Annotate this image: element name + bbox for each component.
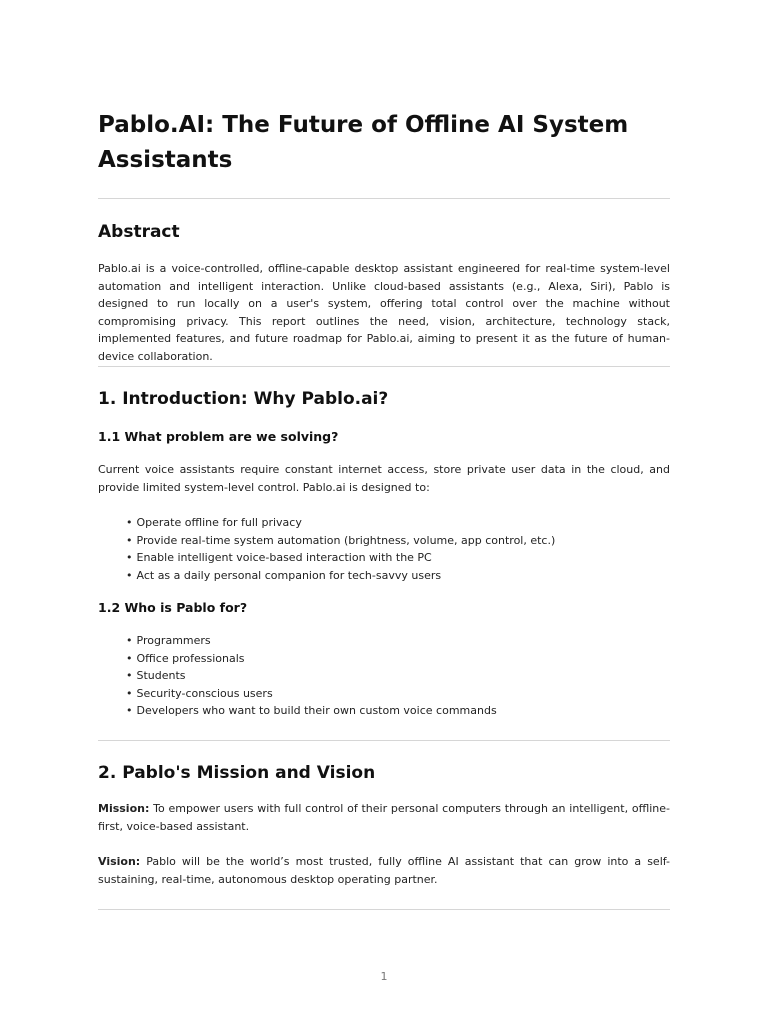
list-item: • Students xyxy=(126,667,497,685)
section-divider xyxy=(98,198,670,199)
problem-bullet-list xyxy=(126,514,555,584)
section-1-heading: 1. Introduction: Why Pablo.ai? xyxy=(98,389,389,409)
vision-text: Pablo will be the world’s most trusted, fully offline AI assistant that can grow into a self-sustaining, real-time, autonomous desktop operating partner. xyxy=(98,855,670,886)
section-2-heading: 2. Pablo's Mission and Vision xyxy=(98,763,376,783)
list-item: • Security-conscious users xyxy=(126,685,497,703)
mission-text: To empower users with full control of their personal computers through an intelligent, offline-first, voice-based assistant. xyxy=(98,802,670,833)
subsection-1-2-heading: 1.2 Who is Pablo for? xyxy=(98,600,248,615)
abstract-text: Pablo.ai is a voice-controlled, offline-capable desktop assistant engineered for real-time system-level automation and intelligent interaction. Unlike cloud-based assistants (e.g., Alexa, Siri), Pablo is designed to run locally on a user's system, offering total control over the machine without compromising privacy. This report outlines the need, vision, architecture, technology stack, implemented features, and future roadmap for Pablo.ai, aiming to present it as the future of human-device collaboration. xyxy=(98,262,670,363)
list-item: • Developers who want to build their own custom voice commands xyxy=(126,702,497,720)
section-divider xyxy=(98,740,670,741)
list-item: • Act as a daily personal companion for tech-savvy users xyxy=(126,567,555,585)
list-item: • Operate offline for full privacy xyxy=(126,514,555,532)
subsection-1-1-text: Current voice assistants require constant internet access, store private user data in the cloud, and provide limited system-level control. Pablo.ai is designed to: xyxy=(98,463,670,494)
document-title: Pablo.AI: The Future of Offline AI System Assistants xyxy=(98,112,629,173)
mission-paragraph xyxy=(98,800,670,835)
list-item: • Programmers xyxy=(126,632,497,650)
abstract-heading: Abstract xyxy=(98,222,180,242)
list-item: • Provide real-time system automation (brightness, volume, app control, etc.) xyxy=(126,532,555,550)
page-number: 1 xyxy=(380,970,388,983)
subsection-1-1-heading: 1.1 What problem are we solving? xyxy=(98,429,339,444)
list-item: • Office professionals xyxy=(126,650,497,668)
list-item: • Enable intelligent voice-based interaction with the PC xyxy=(126,549,555,567)
vision-label: Vision: xyxy=(98,855,141,868)
audience-bullet-list xyxy=(126,632,497,720)
mission-label: Mission: xyxy=(98,802,150,815)
section-divider xyxy=(98,909,670,910)
vision-paragraph xyxy=(98,853,670,888)
section-divider xyxy=(98,366,670,367)
